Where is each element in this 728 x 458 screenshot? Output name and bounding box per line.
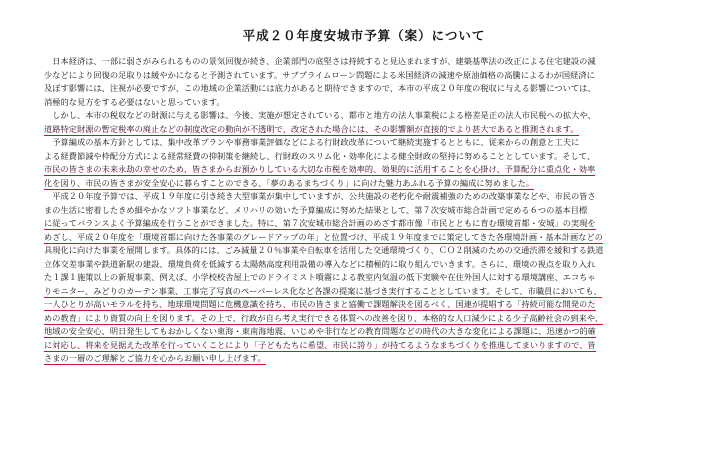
underlined-text: に対応し、将来を見据えた改革を行っていくことにより「子どもたちに希望、市民に誇り」が持てるようなまちづくりを推進してまいりますので、皆 bbox=[44, 339, 596, 350]
underlined-text: 化を図り、市民の皆さまが安全安心に暮らすことのできる、「夢のあるまちづくり」に向けた魅力あふれる予算の編成に努めました。 bbox=[44, 177, 535, 188]
text-line bbox=[44, 258, 684, 272]
line-text: 立体交差事業や鉄道新駅の建設、環境負荷を低減する太陽熱高度利用設備の導入などに積極的に取り組んでいきます。さらに、環境の視点を取り入れ bbox=[44, 258, 596, 269]
page-title: 平成２０年度安城市予算（案）について bbox=[242, 28, 486, 43]
line-text: 及ぼす影響には、注視が必要ですが、この地域の企業活動には底力があると期待できますので、本市の平成２０年度の税収に与える影響については、 bbox=[44, 83, 596, 93]
line-text: 予算編成の基本方針としては、集中改革プランや事務事業評価などによる行財政改革について継続実施するとともに、従来からの創意と工夫に bbox=[44, 137, 580, 147]
text-line bbox=[44, 244, 684, 258]
line-text: 具現化に向けた事業を展開します。具体的には、ごみ減量２０％事業や自転車を活用した交通環境づくり、ＣＯ２削減のための交通渋滞を緩和する鉄道 bbox=[44, 245, 604, 255]
text-line bbox=[44, 136, 684, 150]
line-text: た１課１施策以上の新規事業、例えば、小学校校舎屋上でのドライミスト噴霧による教室内気温の低下実験や在住外国人に対する環境講座、エコちゃ bbox=[44, 272, 596, 282]
text-line bbox=[44, 177, 684, 191]
text-line bbox=[44, 231, 684, 245]
text-line bbox=[44, 163, 684, 177]
underlined-text: に従ってバランスよく予算編成を行うことができました。特に、第７次安城市総合計画のめざす都市像「市民とともに育む環境首都・安城」の実現を bbox=[44, 218, 596, 228]
text-line bbox=[44, 271, 684, 285]
text-line bbox=[44, 150, 684, 164]
text-line bbox=[44, 312, 684, 326]
document-body bbox=[44, 55, 684, 366]
text-line bbox=[44, 109, 684, 123]
text-line bbox=[44, 55, 684, 69]
line-text: まの生活に密着したきめ細やかなソフト事業など、メリハリの効いた予算編成に努めた結果として、第７次安城市総合計画で定める６つの基本目標 bbox=[44, 204, 588, 215]
text-line bbox=[44, 339, 684, 353]
text-line bbox=[44, 82, 684, 96]
underlined-text: めの教育」により資質の向上を図ります。その上で、行政が自ら考え実行できる体質への改善を図り、本格的な人口減少による少子高齢社会の到来や、 bbox=[44, 312, 604, 323]
text-line bbox=[44, 190, 684, 204]
text-line bbox=[44, 123, 684, 137]
underlined-text: 地域の安全安心、明日発生してもおかしくない東海・東南海地震、いじめや非行などの教育問題などの時代の大きな変化による課題に、迅速かつ的確 bbox=[44, 326, 596, 336]
text-line bbox=[44, 96, 684, 110]
line-text: よる経費節減や枠配分方式による経常経費の抑制策を継続し、行財政のスリム化・効率化による健全財政の堅持に努めることとしています。そして、 bbox=[44, 150, 596, 161]
line-text: 少などにより回復の足取りは緩やかになると予測されています。サブプライムローン問題による米国経済の減速や原油価格の高騰によるわが国経済に bbox=[44, 69, 595, 80]
line-text: しかし、本市の税収などの財源に与える影響は、今後、実施が想定されている、都市と地方の法人事業税による格差是正の法人市民税への拡大や、 bbox=[44, 110, 596, 120]
text-line bbox=[44, 325, 684, 339]
line-text: 消極的な見方をする必要はないと思っています。 bbox=[44, 96, 225, 107]
text-line bbox=[44, 285, 684, 299]
underlined-text: 市民の皆さまの未来永劫の幸せのため、皆さまからお預かりしている大切な市税を効率的、効果的に活用することを心掛け、予算配分に重点化・効率 bbox=[44, 164, 596, 174]
text-line bbox=[44, 352, 684, 366]
underlined-text: めざし、平成２０年度を「環境首都に向けた各事業のグレードアップの年」と位置づけ、平成１９年度までに策定してきた各環境計画・基本計画などの bbox=[44, 231, 604, 242]
underlined-text: 一人ひとりが高いモラルを持ち、地球環境問題に危機意識を持ち、市民の皆さまと協働で課題解決を図るべく、国連が提唱する「持続可能な開発のた bbox=[44, 299, 596, 309]
text-line bbox=[44, 217, 684, 231]
underlined-text: 道路特定財源の暫定税率の廃止などの制度改定の動向が不透明で、改定された場合には、その影響額が直接的でより甚大であると推測されます。 bbox=[44, 123, 579, 134]
text-line bbox=[44, 69, 684, 83]
text-line bbox=[44, 204, 684, 218]
underlined-text: りモニター、みどりのカーテン事業、工事完了写真のペーパーレス化など各課の提案に基づき実行することとしています。そして、市職員においても、 bbox=[44, 285, 602, 296]
line-text: 平成２０年度予算では、平成１９年度に引き続き大型事業が集中していますが、公共施設の老朽化や耐震補強のための改築事業などや、市民の皆さ bbox=[44, 191, 596, 201]
line-text: 日本経済は、一部に弱さがみられるものの景気回復が続き、企業部門の底堅さは持続すると見込まれますが、建築基準法の改正による住宅建設の減 bbox=[44, 56, 596, 66]
underlined-text: さまの一層のご理解とご協力を心からお願い申し上げます。 bbox=[44, 353, 266, 363]
text-line bbox=[44, 298, 684, 312]
